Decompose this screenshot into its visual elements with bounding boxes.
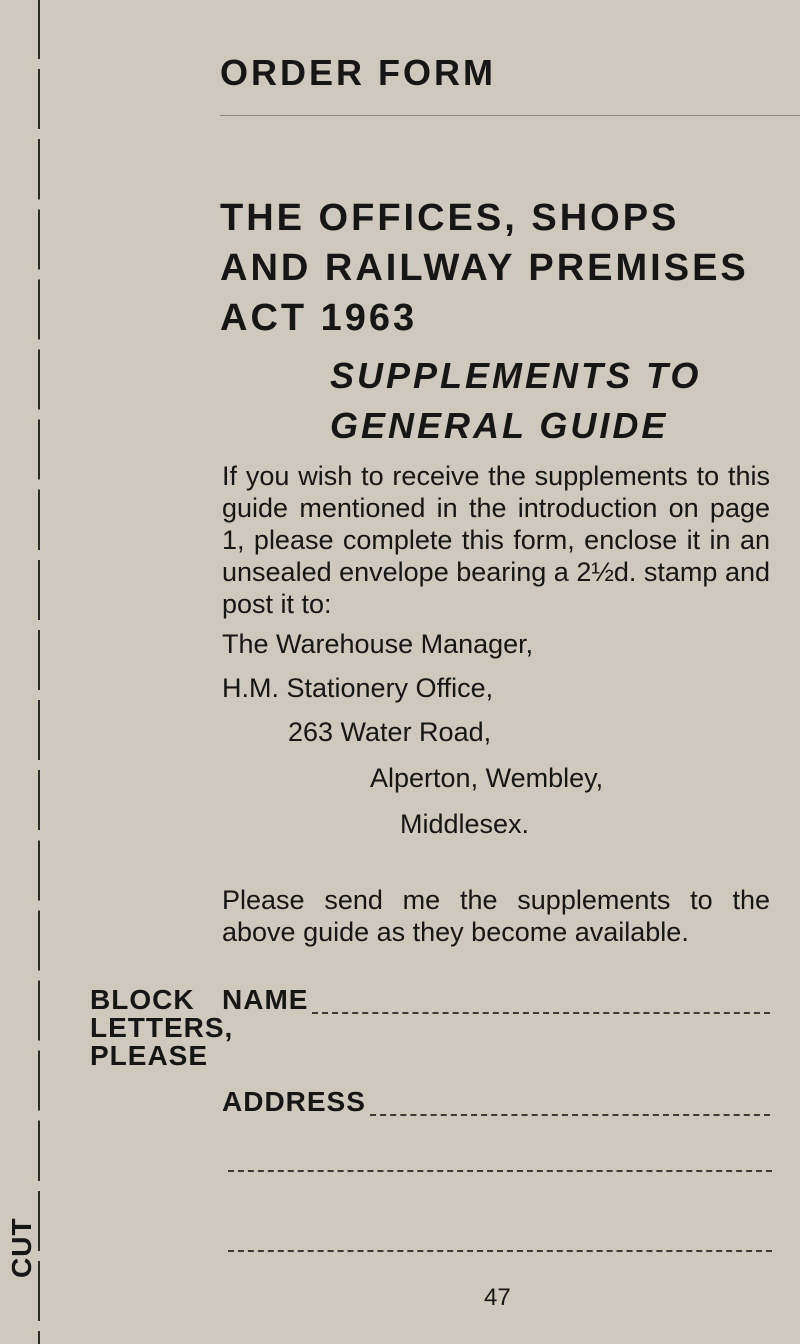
address-line-2: H.M. Stationery Office, <box>222 673 494 703</box>
address-field-line-2[interactable] <box>228 1146 772 1172</box>
address-line-1: The Warehouse Manager, <box>222 629 534 659</box>
name-label: NAME <box>222 984 309 1015</box>
block-letters-line-3: PLEASE <box>90 1040 209 1071</box>
address-line-5: Middlesex. <box>400 809 530 839</box>
header-divider <box>220 115 800 116</box>
act-title-line-3: ACT 1963 <box>220 297 418 339</box>
block-letters-line-2: LETTERS, <box>90 1012 234 1043</box>
supplements-heading-line-2: GENERAL GUIDE <box>330 405 669 446</box>
cut-label: CUT <box>6 1211 38 1284</box>
supplements-heading-line-1: SUPPLEMENTS TO <box>330 355 702 396</box>
request-paragraph: Please send me the supplements to the above guide as they become available. <box>222 885 770 947</box>
page-number: 47 <box>484 1284 511 1311</box>
act-title-line-1: THE OFFICES, SHOPS <box>220 197 680 239</box>
address-field-line-3[interactable] <box>228 1226 772 1252</box>
address-label: ADDRESS <box>222 1086 366 1117</box>
act-title-line-2: AND RAILWAY PREMISES <box>220 247 749 289</box>
address-field[interactable] <box>370 1088 770 1116</box>
instructions-paragraph: If you wish to receive the supplements to this guide mentioned in the introduction on page 1, please complete this form, enclose it in an unsealed envelope bearing a 2½d. stamp and post it to: <box>222 461 770 619</box>
order-form-title: ORDER FORM <box>220 52 496 93</box>
name-row <box>222 982 770 1014</box>
name-field[interactable] <box>312 986 770 1014</box>
address-line-3: 263 Water Road, <box>288 717 492 747</box>
cut-line <box>38 0 40 1344</box>
address-row <box>222 1084 770 1116</box>
block-letters-line-1: BLOCK <box>90 984 195 1015</box>
address-line-4: Alperton, Wembley, <box>370 763 604 793</box>
